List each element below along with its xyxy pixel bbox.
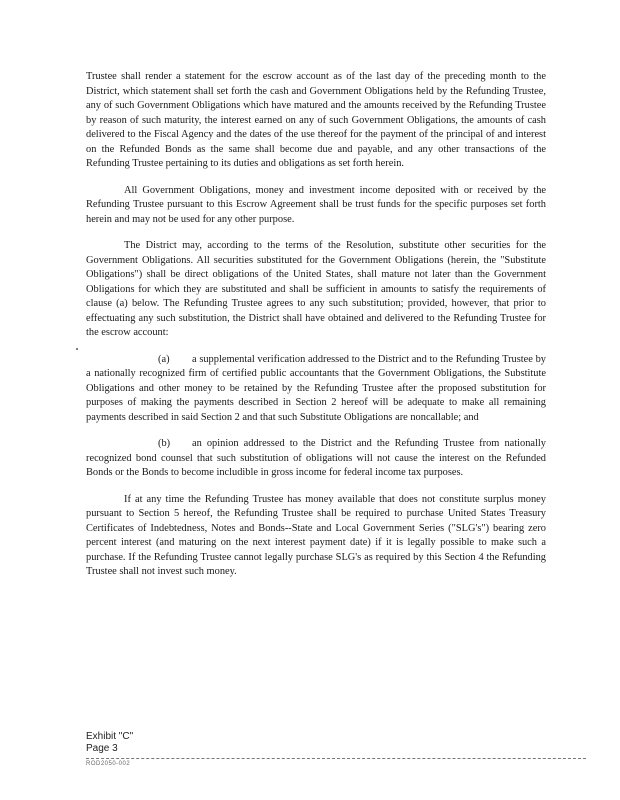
scan-speck <box>76 348 78 350</box>
exhibit-label: Exhibit "C" <box>86 731 134 742</box>
clause-b-text: an opinion addressed to the District and the Refunding Trustee from nationally recognized bond counsel that such substitution of obligations will not cause the interest on the Refunded Bonds or the Bonds to become includible in gross income for federal income tax purposes. <box>86 438 546 478</box>
paragraph-substitution: The District may, according to the terms of the Resolution, substitute other securities for the Government Obligations. All securities substituted for the Government Obligations (herein, the "Substitute Obligations") shall be direct obligations of the United States, shall mature not later than the Government Obligations for which they are substituted and shall be sufficient in amounts to satisfy the requirements of clause (a) below. The Refunding Trustee agrees to any such substitution; provided, however, that prior to effectuating any such substitution, the District shall have obtained and delivered to the Refunding Trustee for the escrow account: <box>86 240 546 338</box>
clause-b-label: (b) <box>158 438 171 449</box>
clause-a-label: (a) <box>158 353 170 365</box>
paragraph-trustee-statement: Trustee shall render a statement for the escrow account as of the last day of the preceding month to the District, which statement shall set forth the cash and Government Obligations held by the Refunding Trustee, any of such Government Obligations which have matured and the amounts received by the Refunding Trustee by reason of such maturity, the interest earned on any of such Government Obligations, the amounts of cash delivered to the Fiscal Agency and the dates of the use thereof for the payment of the principal of and interest on the Refunded Bonds as the same shall become due and payable, and any other transactions of the Refunding Trustee pertaining to its duties and obligations as set forth herein. <box>86 71 546 169</box>
document-body <box>86 70 546 592</box>
paragraph-trust-funds: All Government Obligations, money and investment income deposited with or received by the Refunding Trustee pursuant to this Escrow Agreement shall be trust funds for the specific purposes set forth herein and may not be used for any other purpose. <box>86 184 546 225</box>
page-footer <box>86 731 133 755</box>
page-number: Page 3 <box>86 743 118 754</box>
document-number: ROD2050-002 <box>86 761 131 767</box>
clause-a <box>86 353 546 426</box>
footer-divider <box>86 758 586 760</box>
clause-b <box>86 437 546 481</box>
clause-a-text: a supplemental verification addressed to the District and to the Refunding Trustee by a nationally recognized firm of certified public accountants that the Government Obligations, the Substitute Obligations and other money to be retained by the Refunding Trustee after the proposed substitution for purposes of making the payments described in Section 2 hereof will be adequate to make all remaining payments described in said Section 2 and that such Substitute Obligations are noncallable; and <box>86 353 546 423</box>
paragraph-slg-purchase: If at any time the Refunding Trustee has money available that does not constitute surplus money pursuant to Section 5 hereof, the Refunding Trustee shall be required to purchase United States Treasury Certificates of Indebtedness, Notes and Bonds--State and Local Government Series ("SLG's") bearing zero percent interest (and maturing on the next interest payment date) if it is legally possible to make such a purchase. If the Refunding Trustee cannot legally purchase SLG's as required by this Section 4 the Refunding Trustee shall not invest such money. <box>86 493 546 577</box>
